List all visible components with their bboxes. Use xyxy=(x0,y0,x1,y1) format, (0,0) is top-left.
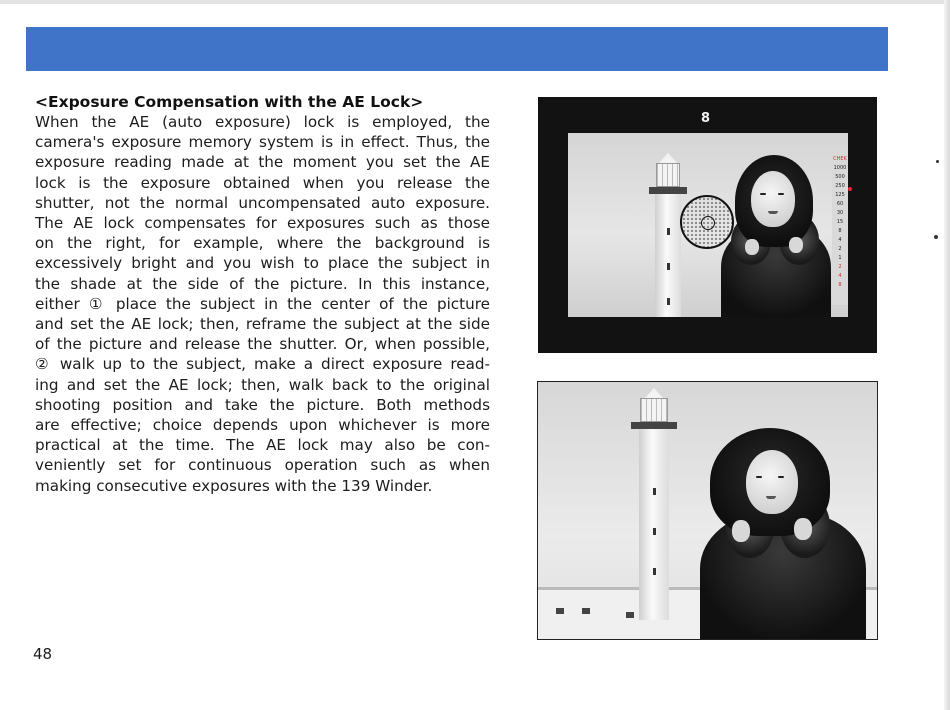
scale-value: 500 xyxy=(835,174,845,180)
scale-value: 4 xyxy=(838,237,842,243)
margin-mark xyxy=(936,160,939,163)
scale-value: 1 xyxy=(838,255,842,261)
body-line: shooting position and take the picture. Both methods xyxy=(35,395,490,414)
section-heading: <Exposure Compensation with the AE Lock> xyxy=(35,93,424,111)
body-line: the shade at the side of the picture. In this instance, xyxy=(35,274,490,293)
shutter-speed-scale xyxy=(832,155,848,305)
body-line: excessively bright and you wish to place the subject in xyxy=(35,254,490,273)
reframed-photo xyxy=(537,381,878,640)
lighthouse xyxy=(630,388,678,620)
viewfinder-photo xyxy=(538,97,877,353)
scale-value: 30 xyxy=(836,210,844,216)
body-line: lock is the exposure obtained when you release the xyxy=(35,173,490,192)
led-indicator xyxy=(848,187,852,191)
body-line: practical at the time. The AE lock may also be con- xyxy=(35,436,490,455)
scale-value: 8 xyxy=(838,282,842,288)
body-line: shutter, not the normal uncompensated auto exposure. xyxy=(35,193,490,212)
focusing-microprism xyxy=(701,216,715,230)
lighthouse xyxy=(648,153,688,317)
scale-value: 250 xyxy=(835,183,845,189)
body-line: The AE lock compensates for exposures such as those xyxy=(35,214,490,233)
scale-value: 15 xyxy=(836,219,844,225)
viewfinder-aperture-readout: 8 xyxy=(701,111,711,126)
body-line: When the AE (auto exposure) lock is employed, the xyxy=(35,113,490,131)
body-line: veniently set for continuous operation such as when xyxy=(35,456,490,475)
body-line: making consecutive exposures with the 139 Winder. xyxy=(35,476,433,495)
scale-value: 2 xyxy=(838,264,842,270)
subject-woman xyxy=(713,155,838,317)
body-line: camera's exposure memory system is in effect. Thus, the xyxy=(35,133,490,152)
body-line: are effective; choice depends upon whichever is more xyxy=(35,416,490,435)
page-right-edge xyxy=(944,0,950,710)
body-paragraph xyxy=(35,112,490,496)
body-line: on the right, for example, where the background is xyxy=(35,234,490,253)
body-line: ing and set the AE lock; then, walk back to the original xyxy=(35,375,490,394)
body-line: and set the AE lock; then, reframe the subject at the side xyxy=(35,315,490,334)
header-color-band xyxy=(26,27,888,71)
viewfinder-scene xyxy=(568,133,848,317)
scale-value: 2 xyxy=(838,246,842,252)
scale-value: 125 xyxy=(835,192,845,198)
page-number: 48 xyxy=(33,645,53,663)
body-line: either ① place the subject in the center of the picture xyxy=(35,294,490,313)
margin-mark xyxy=(934,235,938,239)
scale-value: 60 xyxy=(836,201,844,207)
scale-value: CHEK xyxy=(833,156,847,162)
scale-value: 8 xyxy=(838,228,842,234)
body-line: of the picture and release the shutter. Or, when possible, xyxy=(35,335,490,354)
body-line: exposure reading made at the moment you set the AE xyxy=(35,153,490,172)
body-line: ② walk up to the subject, make a direct exposure read- xyxy=(35,355,490,374)
scale-value: 4 xyxy=(838,273,842,279)
subject-woman xyxy=(698,428,868,640)
scale-value: 1000 xyxy=(833,165,847,171)
text-column xyxy=(35,92,490,496)
page-top-edge xyxy=(0,0,950,4)
